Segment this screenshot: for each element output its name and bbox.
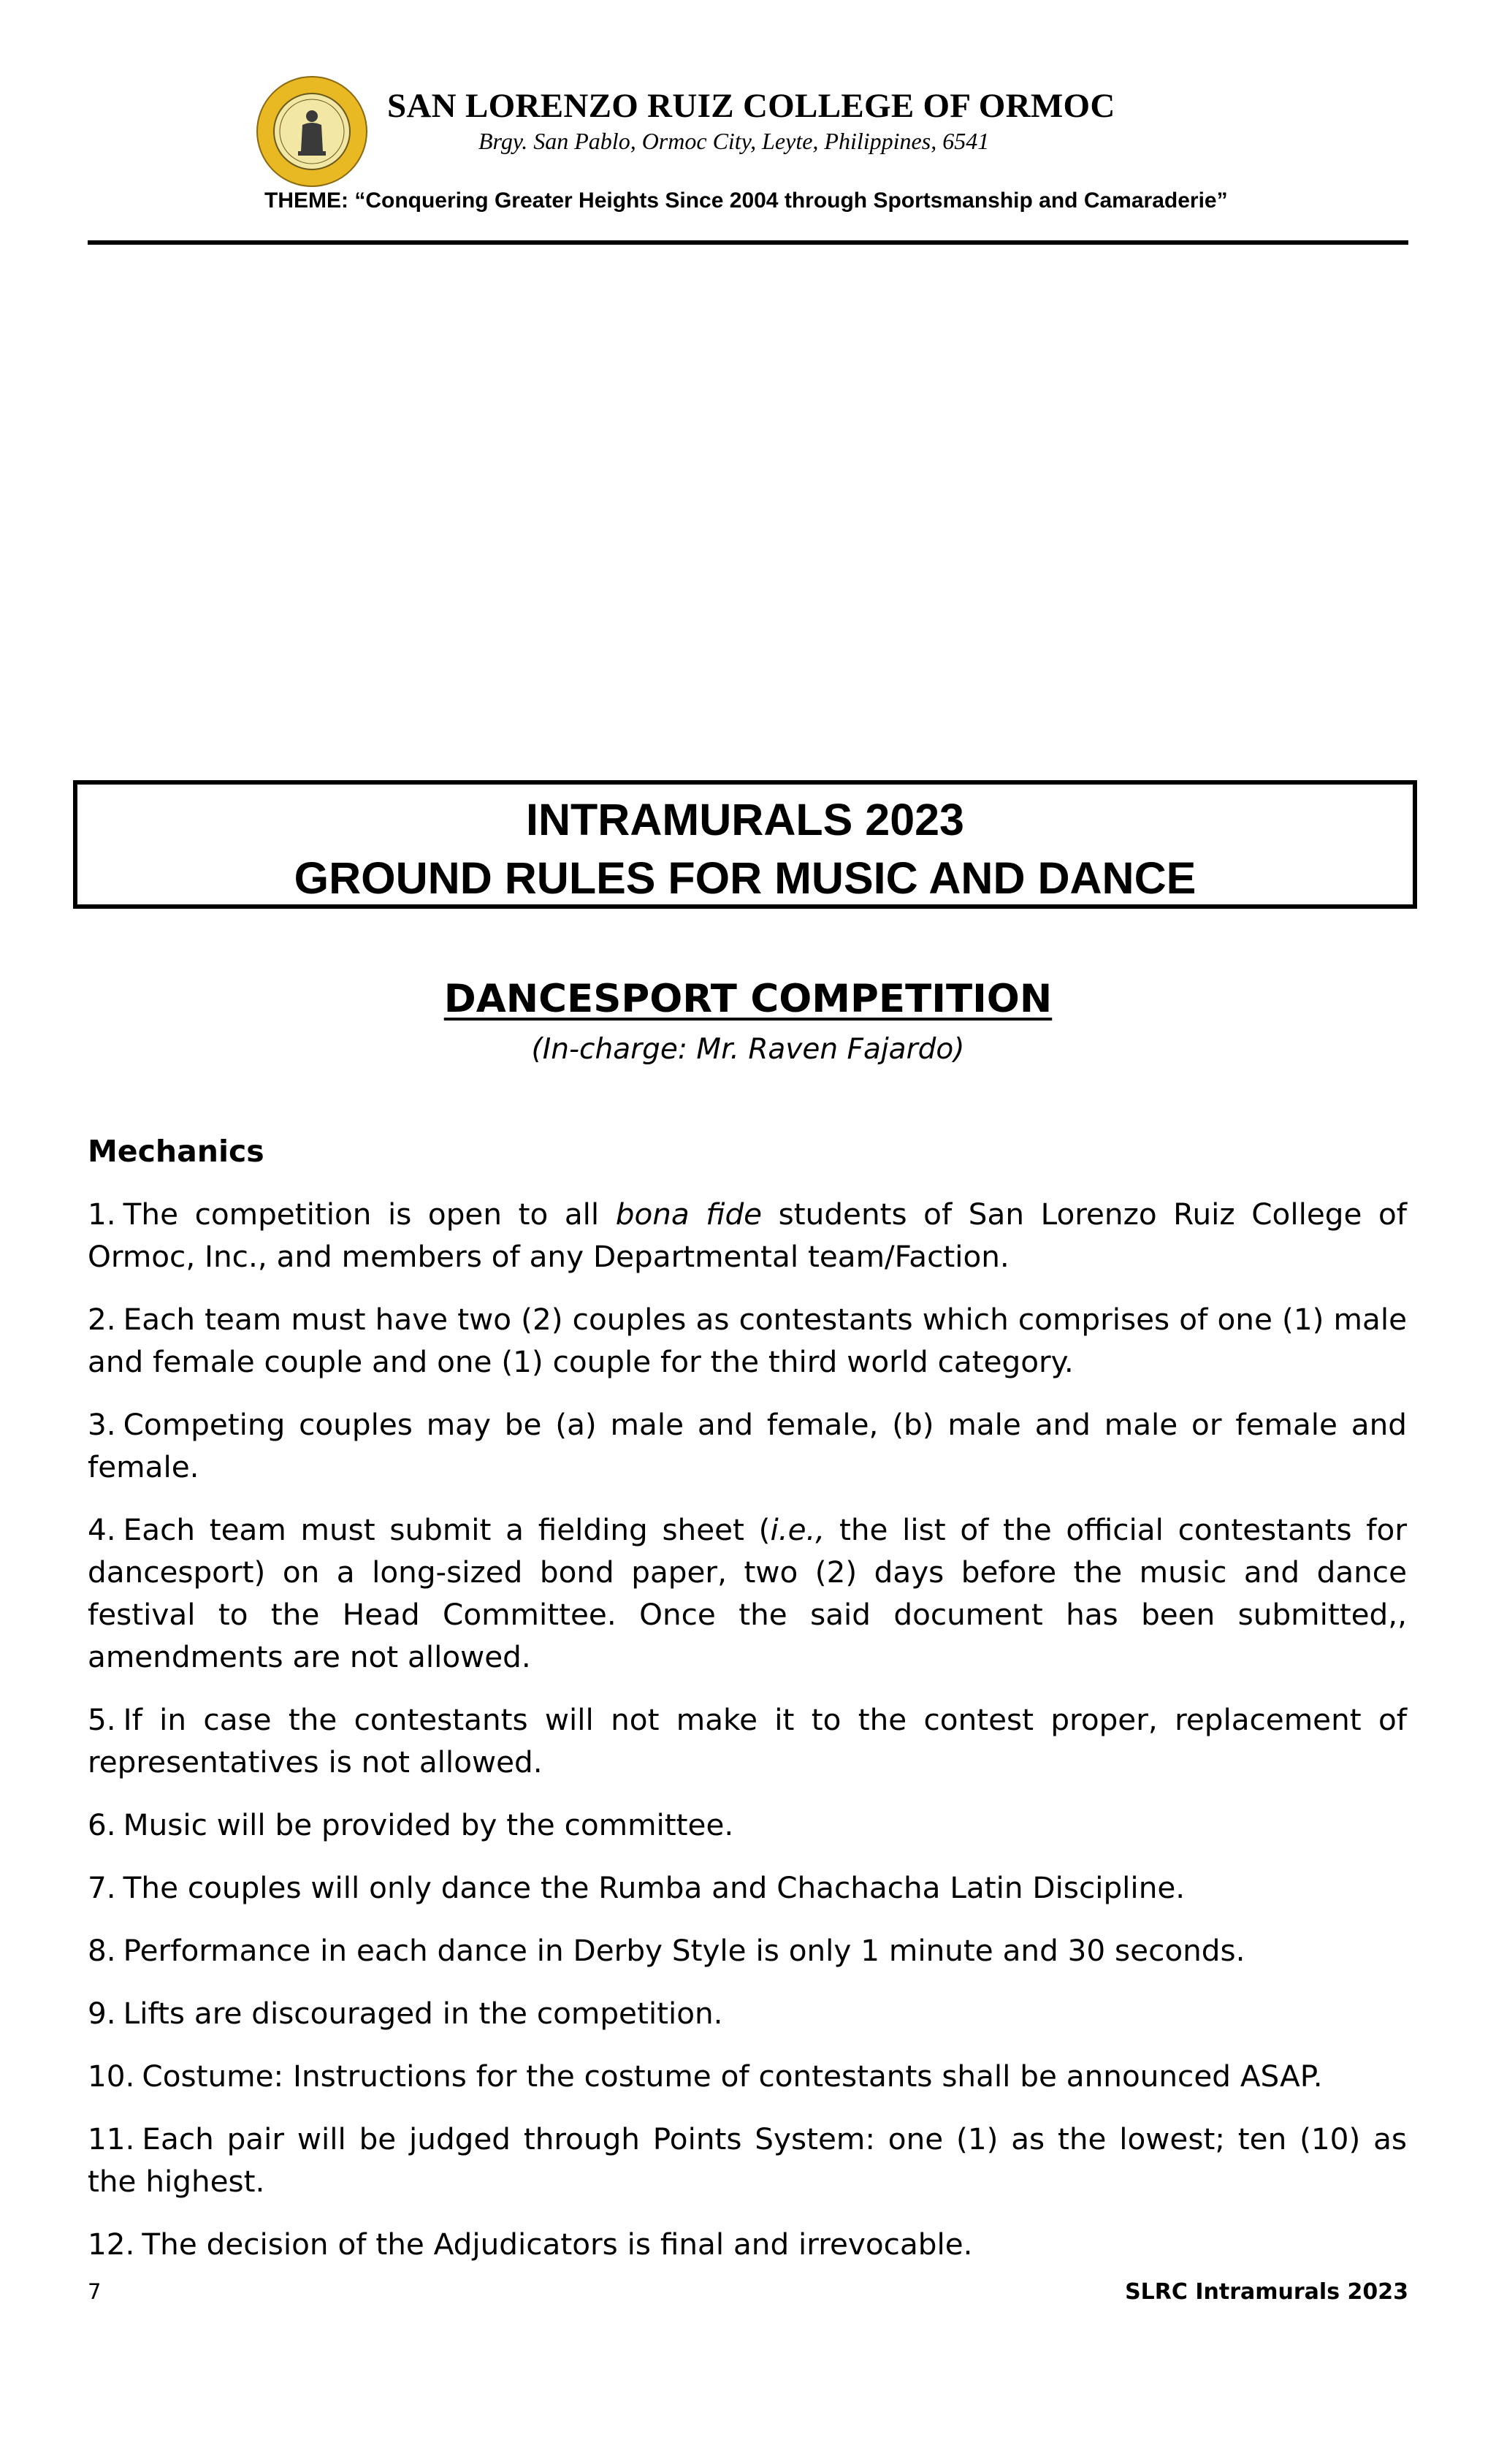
rule-text: Performance in each dance in Derby Style is only 1 minute and 30 seconds. <box>123 1933 1245 1968</box>
title-line-1: INTRAMURALS 2023 <box>526 795 964 844</box>
rule-text: Each pair will be judged through Points System: one (1) as the lowest; ten (10) as the highest. <box>88 2121 1407 2199</box>
rule-text: Competing couples may be (a) male and female, (b) male and male or female and female. <box>88 1407 1407 1484</box>
rule-item <box>88 1298 1407 1383</box>
rule-item <box>88 1403 1407 1488</box>
rule-number: 6. <box>88 1807 116 1842</box>
rule-item <box>88 2118 1407 2202</box>
rules-list <box>88 1193 1407 2286</box>
rule-text: If in case the contestants will not make it to the contest proper, replacement of representatives is not allowed. <box>88 1702 1407 1780</box>
rule-text: Costume: Instructions for the costume of contestants shall be announced ASAP. <box>142 2059 1323 2094</box>
rule-text: Each team must submit a fielding sheet ( <box>123 1512 771 1547</box>
rule-item <box>88 1193 1407 1278</box>
section-title-text: DANCESPORT COMPETITION <box>443 977 1053 1021</box>
footer-label: SLRC Intramurals 2023 <box>1125 2279 1408 2305</box>
rule-item <box>88 1866 1407 1909</box>
rule-number: 7. <box>88 1870 116 1905</box>
rule-text: the list of the official contestants for dancesport) on a long-sized bond paper, two (2) days before the music and dance festival to the Head Committee. Once the said document has been submitted,, amendments are not allowed. <box>88 1512 1407 1674</box>
section-incharge: (In-charge: Mr. Raven Fajardo) <box>531 1033 965 1066</box>
school-name: SAN LORENZO RUIZ COLLEGE OF ORMOC <box>387 87 1115 125</box>
rule-number: 3. <box>88 1407 116 1442</box>
rule-number: 2. <box>88 1302 116 1337</box>
rule-item <box>88 2223 1407 2265</box>
rule-text: The decision of the Adjudicators is final and irrevocable. <box>142 2227 973 2262</box>
rule-text: The couples will only dance the Rumba and Chachacha Latin Discipline. <box>123 1870 1186 1905</box>
rule-text: Each team must have two (2) couples as contestants which comprises of one (1) male and female couple and one (1) couple for the third world category. <box>88 1302 1407 1379</box>
rule-text: Music will be provided by the committee. <box>123 1807 734 1842</box>
intramurals-theme: THEME: “Conquering Greater Heights Since 2004 through Sportsmanship and Camaraderie” <box>264 188 1228 213</box>
rule-item <box>88 1929 1407 1972</box>
rule-text: Lifts are discouraged in the competition. <box>123 1996 723 2031</box>
rule-text-italic: i.e., <box>770 1512 825 1547</box>
school-address: Brgy. San Pablo, Ormoc City, Leyte, Philippines, 6541 <box>478 128 990 154</box>
college-seal-logo <box>256 75 368 188</box>
rule-number: 10. <box>88 2059 135 2094</box>
rule-item <box>88 1804 1407 1846</box>
rule-number: 4. <box>88 1512 116 1547</box>
rule-number: 5. <box>88 1702 116 1737</box>
rule-number: 1. <box>88 1197 116 1232</box>
page-header <box>0 0 1496 248</box>
title-line-2: GROUND RULES FOR MUSIC AND DANCE <box>294 853 1197 903</box>
rule-item <box>88 2055 1407 2097</box>
rule-item <box>88 1698 1407 1783</box>
rule-item <box>88 1508 1407 1678</box>
section-title <box>0 977 1496 1021</box>
mechanics-heading: Mechanics <box>88 1134 264 1169</box>
rule-number: 12. <box>88 2227 135 2262</box>
rule-number: 11. <box>88 2121 135 2156</box>
rule-text: The competition is open to all <box>123 1197 616 1232</box>
document-title-box <box>73 780 1417 909</box>
page-number: 7 <box>88 2279 102 2304</box>
rule-text-italic: bona fide <box>615 1197 763 1232</box>
rule-number: 8. <box>88 1933 116 1968</box>
rule-text: students of San Lorenzo Ruiz College of Ormoc, Inc., and members of any Departmental team/Faction. <box>88 1197 1407 1274</box>
header-divider <box>88 240 1408 245</box>
rule-item <box>88 1992 1407 2034</box>
rule-number: 9. <box>88 1996 116 2031</box>
